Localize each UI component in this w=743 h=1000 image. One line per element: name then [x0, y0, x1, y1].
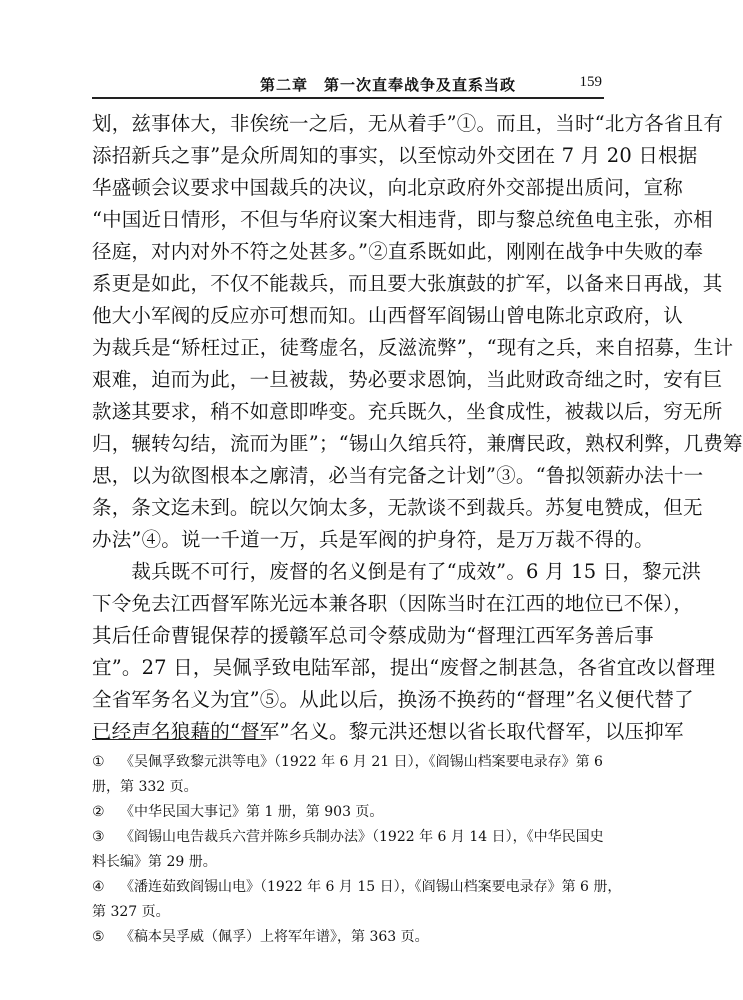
footnote-marker: ④ — [92, 879, 105, 895]
body-text — [92, 108, 743, 748]
footnote-3-cont — [92, 850, 604, 875]
text-line: 裁兵既不可行，废督的名义倒是有了“成效”。6 月 15 日，黎元洪 — [92, 560, 702, 583]
text-line: 全省军务名义为宜”⑤。从此以后，换汤不换药的“督理”名义便代替了 — [92, 688, 694, 711]
text-line: 条，条文迄未到。皖以欠饷太多，无款谈不到裁兵。苏复电赞成，但无 — [92, 496, 703, 519]
text-line: 下令免去江西督军陈光远本兼各职（因陈当时在江西的地位已不保）， — [92, 592, 693, 615]
text-line: 为裁兵是“矫枉过正，徒骛虚名，反滋流弊”，“现有之兵，来自招募，生计 — [92, 336, 734, 359]
footnote-text: 《稿本吴孚威（佩孚）上将军年谱》，第 363 页。 — [120, 929, 429, 945]
running-header — [92, 62, 602, 96]
text-line: 添招新兵之事”是众所周知的事实，以至惊动外交团在 7 月 20 日根据 — [92, 144, 698, 167]
text-line: 华盛顿会议要求中国裁兵的决议，向北京政府外交部提出质问，宣称 — [92, 176, 684, 199]
text-line: 款遂其要求，稍不如意即哗变。充兵既久，坐食成性，被裁以后，穷无所 — [92, 400, 723, 423]
header-rule — [92, 97, 604, 99]
footnote-marker: ③ — [92, 829, 105, 845]
footnote-marker: ① — [92, 754, 105, 770]
text-line: 他大小军阀的反应亦可想而知。山西督军阎锡山曾电陈北京政府，认 — [92, 304, 684, 327]
text-line: 其后任命曹锟保荐的援赣军总司令蔡成勋为“督理江西军务善后事 — [92, 624, 654, 647]
text-line: 办法”④。说一千道一万，兵是军阀的护身符，是万万裁不得的。 — [92, 528, 654, 551]
text-line: 划，兹事体大，非俟统一之后，无从着手”①。而且，当时“北方各省且有 — [92, 112, 724, 135]
footnote-marker: ⑤ — [92, 929, 105, 945]
text-line: 归，辗转勾结，流而为匪”；“锡山久绾兵符，兼膺民政，熟权利弊，几费筹 — [92, 432, 743, 455]
footnote-text: 料长编》第 29 册。 — [92, 854, 217, 870]
text-line: 系更是如此，不仅不能裁兵，而且要大张旗鼓的扩军，以备来日再战，其 — [92, 272, 723, 295]
text-line: 已经声名狼藉的“督军”名义。黎元洪还想以省长取代督军，以压抑军 — [92, 720, 684, 743]
text-line: 径庭，对内对外不符之处甚多。”②直系既如此，刚刚在战争中失败的奉 — [92, 240, 704, 263]
footnote-1-cont — [92, 775, 604, 800]
footnote-text: 《潘连茹致阎锡山电》（1922 年 6 月 15 日），《阎锡山档案要电录存》第 6 册， — [120, 879, 622, 895]
footnote-text: 《吴佩孚致黎元洪等电》（1922 年 6 月 21 日），《阎锡山档案要电录存》第 6 — [120, 754, 603, 770]
footnote-3 — [92, 825, 604, 850]
footnote-4 — [92, 875, 622, 900]
footnote-rule — [92, 739, 266, 740]
text-line: 艰难，迫而为此，一旦被裁，势必要求恩饷，当此财政奇绌之时，安有巨 — [92, 368, 723, 391]
text-line: “中国近日情形，不但与华府议案大相违背，即与黎总统鱼电主张，亦相 — [92, 208, 713, 231]
footnotes — [92, 750, 622, 950]
page-number: 159 — [579, 74, 602, 90]
footnote-text: 《中华民国大事记》第 1 册，第 903 页。 — [120, 804, 384, 820]
footnote-5 — [92, 925, 604, 950]
footnote-1 — [92, 750, 604, 775]
footnote-text: 第 327 页。 — [92, 904, 170, 920]
footnote-2 — [92, 800, 604, 825]
footnote-4-cont — [92, 900, 604, 925]
footnote-text: 册，第 332 页。 — [92, 779, 198, 795]
footnote-text: 《阎锡山电告裁兵六营并陈乡兵制办法》（1922 年 6 月 14 日），《中华民国史 — [120, 829, 604, 845]
text-line: 宜”。27 日，吴佩孚致电陆军部，提出“废督之制甚急，各省宜改以督理 — [92, 656, 716, 679]
chapter-title: 第二章 第一次直奉战争及直系当政 — [260, 76, 517, 94]
text-line: 思，以为欲图根本之廓清，必当有完备之计划”③。“鲁拟领薪办法十一 — [92, 464, 704, 487]
footnote-marker: ② — [92, 804, 105, 820]
